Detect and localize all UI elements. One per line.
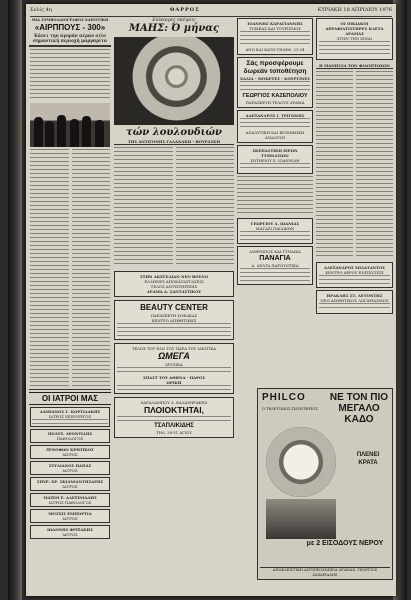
column-three: [237, 18, 313, 398]
article-column-a: [114, 147, 173, 267]
column-one: [29, 18, 111, 594]
doctor-specialty: ΙΑΤΡΟΣ: [62, 484, 78, 489]
ad-title: ΟΙ ΟΙΚΙΑΚΟΙ ΑΕΡΑΦΙΑΤΙΣΤΗΡΕΣ ΚΛΕΤΑ ΔΡΑΜΑΣ: [325, 21, 384, 36]
doctor-card: [30, 407, 110, 427]
ad-line: ΑΝΩ ΚΑΙ ΚΑΤΩ ΤΗΛΕΦ. 23-24: [245, 47, 305, 52]
doctor-card: [30, 493, 110, 507]
washer-drum-image: [266, 427, 336, 497]
ad-gymnasium: [237, 145, 313, 174]
col2-headline-2: τών λουλουδιών: [126, 127, 222, 138]
col2-byline: ΤΗΣ ΑΝΤΙΓΟΝΗΣ ΓΑΛΑΝΑΚΗ - ΒΟΥΡΑΣΚΗ: [114, 139, 234, 145]
page-header: [30, 6, 392, 17]
article-column-b: [176, 147, 235, 267]
article-text-block: [237, 176, 313, 216]
ad-line: ΩΡΙΚΗ: [166, 380, 182, 385]
philco-note: Ο ΤΕΛΕΥΤΑΙΟΣ ΠΛΥΝΤΗΡΙΟΣ: [262, 407, 318, 411]
ad-line: ΤΕΛΟΣ ΑΝΤΙΣΤΗΡΙΞΗΣ: [150, 284, 198, 289]
doctor-card: [30, 429, 110, 443]
doctor-card: [30, 477, 110, 491]
ad-title: Σάς προσφέρουμε δωρεάν τοποθέτηση: [243, 60, 307, 75]
doctor-card: [30, 445, 110, 459]
ad-karagiannis: [237, 18, 313, 55]
doctor-specialty: ΠΑΘΟΛΟΓΟΣ: [56, 436, 84, 441]
ad-line: Α. ΔΕΛΤΑ ΠΑΡΟΥΝΤΙΚΑ: [251, 263, 299, 268]
article-column-a: [30, 149, 69, 387]
doctor-card: [30, 525, 110, 539]
ad-free-installation: [237, 57, 313, 108]
ad-line: ΧΑΡΑΛΑΜΠΟΥ Δ. ΚΑΛΑΖΗΡΑΚΗΣ: [140, 400, 208, 405]
ad-line: ΔΡΑΜΑ Α. ΣΑΝΤΑΣΤΙΚΟΥ: [146, 289, 202, 294]
newspaper-page: [26, 4, 396, 596]
page-date: ΚΥΡΙΑΚΗ 18 ΑΠΡΙΛΙΟΥ 1976: [317, 7, 392, 13]
ad-title: ΠΛΟΙΟΚΤΗΤΑΙ,: [143, 405, 205, 415]
article-column-b: [356, 71, 393, 259]
article-column-a: [316, 71, 353, 259]
doctor-name: ΞΕΝΟΦΩΝ ΚΡΗΤΙΚΟΣ: [46, 447, 94, 452]
col1-kicker: ΜΙΑ ΣΥΜΒΟΛΑΙΟΓΡΑΦΟΣ ΧΑΡΙΣΤΙΚΗ: [31, 18, 109, 22]
flower-photo: [114, 37, 234, 125]
ad-letontis: [316, 290, 393, 314]
doctor-name: ΜΑΞΙΜ Ε. ΑΛΕΞΙΝΙΑΔΗΣ: [43, 495, 97, 500]
philco-headline: ΝΕ ΤΟΝ ΠΙΟ ΜΕΓΑΛΟ ΚΑΔΟ: [329, 392, 389, 425]
ad-title: ΗΡΑΚΛΗΣ ΣΤ. ΛΕΤΟΝΤΗΣ: [326, 293, 383, 298]
doctors-header: ΟΙ ΙΑΤΡΟΙ ΜΑΣ: [29, 392, 111, 405]
ad-line: ΤΗΛ. 28-51 ΑΓΙΟΥ: [156, 430, 192, 435]
ad-shipowners: [114, 397, 234, 438]
doctors-list: [29, 407, 111, 539]
doctor-name: ΣΠΥΡ. ΧΡ. ΣΚΙΑΝΙΑΝΤΗΣΑΡΗΣ: [36, 479, 104, 484]
doctor-specialty: ΙΑΤΡΟΣ: [62, 516, 78, 521]
philco-subheadline: με 2 ΕΙΣΟΔΟΥΣ ΝΕΡΟΥ: [306, 540, 384, 547]
doctor-specialty: ΙΑΤΡΟΣ ΧΕΙΡΟΥΡΓΟΣ: [48, 414, 92, 419]
col1-headline: «ΑΙΡΠΠΟΥΣ - 300»: [34, 23, 106, 32]
philco-footer: ΑΠΟΚΛΕΙΣΤΙΚΗ ΑΝΤΙΠΡΟΣΩΠΕΙΑ ΔΡΑΜΑΣ: ΓΕΩΡΓΙΟΣ ΖΑΧΑΡΙΑΔΗΣ: [260, 567, 390, 577]
masthead: ΘΑΡΡΟΣ: [169, 7, 200, 13]
doctor-specialty: ΙΑΤΡΟΣ: [62, 468, 78, 473]
ad-beauty-center: [114, 300, 234, 340]
ad-milatantos: [316, 262, 393, 288]
ad-line: ΚΕΝΤΡΟ ΑΙΣΘΗΤΙΚΗΣ: [151, 318, 197, 323]
ad-title: ΙΟΑΝΝΗΣ ΚΑΡΑΓΙΑΝΝΗΣ: [247, 21, 303, 26]
ad-line: ΣΠΑΣΤ ΤΟΥ ΑΘΗΝΑ - ΠΑΡΟΣ: [142, 375, 206, 380]
col2-kicker: Επίκαιρες σκέψεις: [152, 18, 196, 23]
ad-lab: [237, 110, 313, 143]
ad-line: ΚΕΝΤΡΟ ΑΕΡΟΥ ΕΝΙΣΧΥΣΕΙΣ: [325, 270, 384, 275]
ad-panagia: [237, 246, 313, 285]
philco-feature-2: ΚΡΑΤΑ: [358, 460, 378, 466]
ad-subtitle: ΤΣΑΠΛΙΚΙΔΗΣ: [154, 423, 194, 429]
doctor-name: ΣΤΥΛΙΑΝΟΣ ΠΑΠΑΣ: [48, 463, 92, 468]
ad-title: ΑΛΕΞΑΝΔΡΟΣ Ι. ΤΡΙΓΩΝΗΣ: [245, 113, 305, 118]
doctor-specialty: ΙΑΤΡΟΣ: [62, 532, 78, 537]
ad-line: ΧΑΛΙΑ - ΜΟΚΕΤΕΣ - ΚΟΥΡΤΙΝΕΣ: [240, 76, 310, 81]
ad-line: ΠΑΡΑΣΚΕΥΗ ΣΟΦΑΚΑΣ: [150, 313, 198, 318]
doctor-card: [30, 461, 110, 475]
doctor-name: ΠΟΛΥΞ. ΛΕΟΝΤΙΔΗΣ: [47, 431, 93, 436]
ad-title: ΓΕΩΡΓΙΟΥ Δ. ΙΩΑΝΙΑΣ: [250, 221, 300, 226]
doctor-name: ΔΑΜΙΑΝΟΣ Γ. ΚΟΡΤΙΔΑΚΗΣ: [39, 409, 101, 414]
col2-headline: ΜΑΗΣ: Ό μήνας: [128, 23, 220, 34]
article-text-block: [30, 49, 110, 101]
ad-line: ΜΑΓΑΖΙ ΠΑΙΔΙΚΩΝ: [255, 226, 295, 231]
philco-feature-1: ΠΛΕΝΕΙ: [356, 452, 380, 458]
ad-title: ΑΛΕΞΑΝΔΡΟΣ ΜΙΛΑΤΑΝΤΟΣ: [324, 265, 385, 270]
ad-ioanias: [237, 218, 313, 244]
ad-line: ΝΕΟ ΑΙΣΘΗΤΙΚΟΣ ΛΟΓΑΡΙΑΣΜΟΣ: [320, 298, 389, 303]
ad-title: ΠΑΝΑΓΙΑ: [259, 255, 291, 262]
binding-shadow-left: [8, 0, 22, 600]
ad-line: ΧΡΥΣΙΚΑ: [165, 362, 183, 367]
doctor-name: ΜΟΣΧΙΣ ΕΜΠΟΡΤΙΑ: [48, 511, 92, 516]
ad-title: BEAUTY CENTER: [140, 303, 208, 312]
ad-title: ΓΕΩΡΓΙΟΣ ΚΑΖΕΠΟΛΙΟΥ: [242, 93, 308, 99]
col1-subhead: Κάνει την αγοράν αέραν οτίο σημαντική περιοχή μαργαρίτα: [32, 33, 108, 43]
doctor-card: [30, 509, 110, 523]
section-heading: Η ΜΑΝΗΣΣΑ ΤΩΝ ΦΙΛΟΠΤΩΧΩΝ: [316, 63, 393, 69]
ad-philco-washer: [257, 388, 393, 580]
ad-line: ΤΕΛΟΣ ΤΟΥ ΕΔΩ ΤΟΥ ΠΑΡΑ ΤΟΥ ΙΔΙΩΤΙΚΑ: [131, 346, 217, 351]
ad-brewery: [114, 271, 234, 297]
ad-subtitle: ΑΝΘΡΩΠΟΣ ΚΑΙ ΓΥΝΑΙΚΑ: [249, 249, 301, 254]
group-photo: [30, 103, 110, 147]
washer-body-image: [266, 499, 336, 539]
ad-omega: [114, 343, 234, 394]
ad-title: ΣΤΗΝ ΑΚΕΓΕΛΙΑΝ ΝΕΟ ΒΟΥΝΟ: [139, 274, 209, 279]
ad-line: ΣΩΤΗΡΙΟΥ Χ. ΙΩΑΝΝΙΔΗ: [250, 158, 300, 163]
column-two: [114, 18, 234, 594]
ad-line: ΠΑΡΑΣΚΕΥΗ ΤΕΛΟΥΣ ΔΡΑΜΑ: [245, 100, 305, 105]
page-number: Σελίς 4η: [30, 7, 52, 13]
ad-subtitle: ΤΟΜΕΑΣ ΚΑΙ ΤΟΥΡΙΣΜΟΣ: [249, 26, 301, 31]
ad-line: ΑΝΑΛΥΤΙΚΗ ΚΑΙ ΒΙΟΧΗΜΙΚΗ ΑΝΑΛΥΣΗ: [245, 130, 305, 140]
ad-title: ΣΚΕΠΑΣΤΙΚΗ ΙΕΡΩΝ ΓΥΜΝΑΣΙΩΝ: [252, 148, 298, 158]
doctor-specialty: ΙΑΤΡΟΣ: [62, 452, 78, 457]
doctor-specialty: ΙΑΤΡΟΣ ΠΑΘΟΛΟΓΟΣ: [48, 500, 92, 505]
ad-subtitle: ΣΤΗΝ ΤΗΝ ΕΙΝΑΙ: [336, 36, 373, 41]
ad-line: ΕΛΛΗΝΕΣ ΑΠΟΚΑΤΑΣΤΑΣΕΙΣ: [144, 279, 204, 284]
article-column-b: [72, 149, 111, 387]
ad-title: ΩΜΕΓΑ: [158, 351, 190, 361]
ad-air-conditioners: [316, 18, 393, 60]
column-four: [316, 18, 393, 388]
doctor-name: ΙΩΑΝΝΗΣ ΦΡΙΞΑΚΗΣ: [47, 527, 93, 532]
philco-logo: PHILCO: [262, 392, 306, 403]
